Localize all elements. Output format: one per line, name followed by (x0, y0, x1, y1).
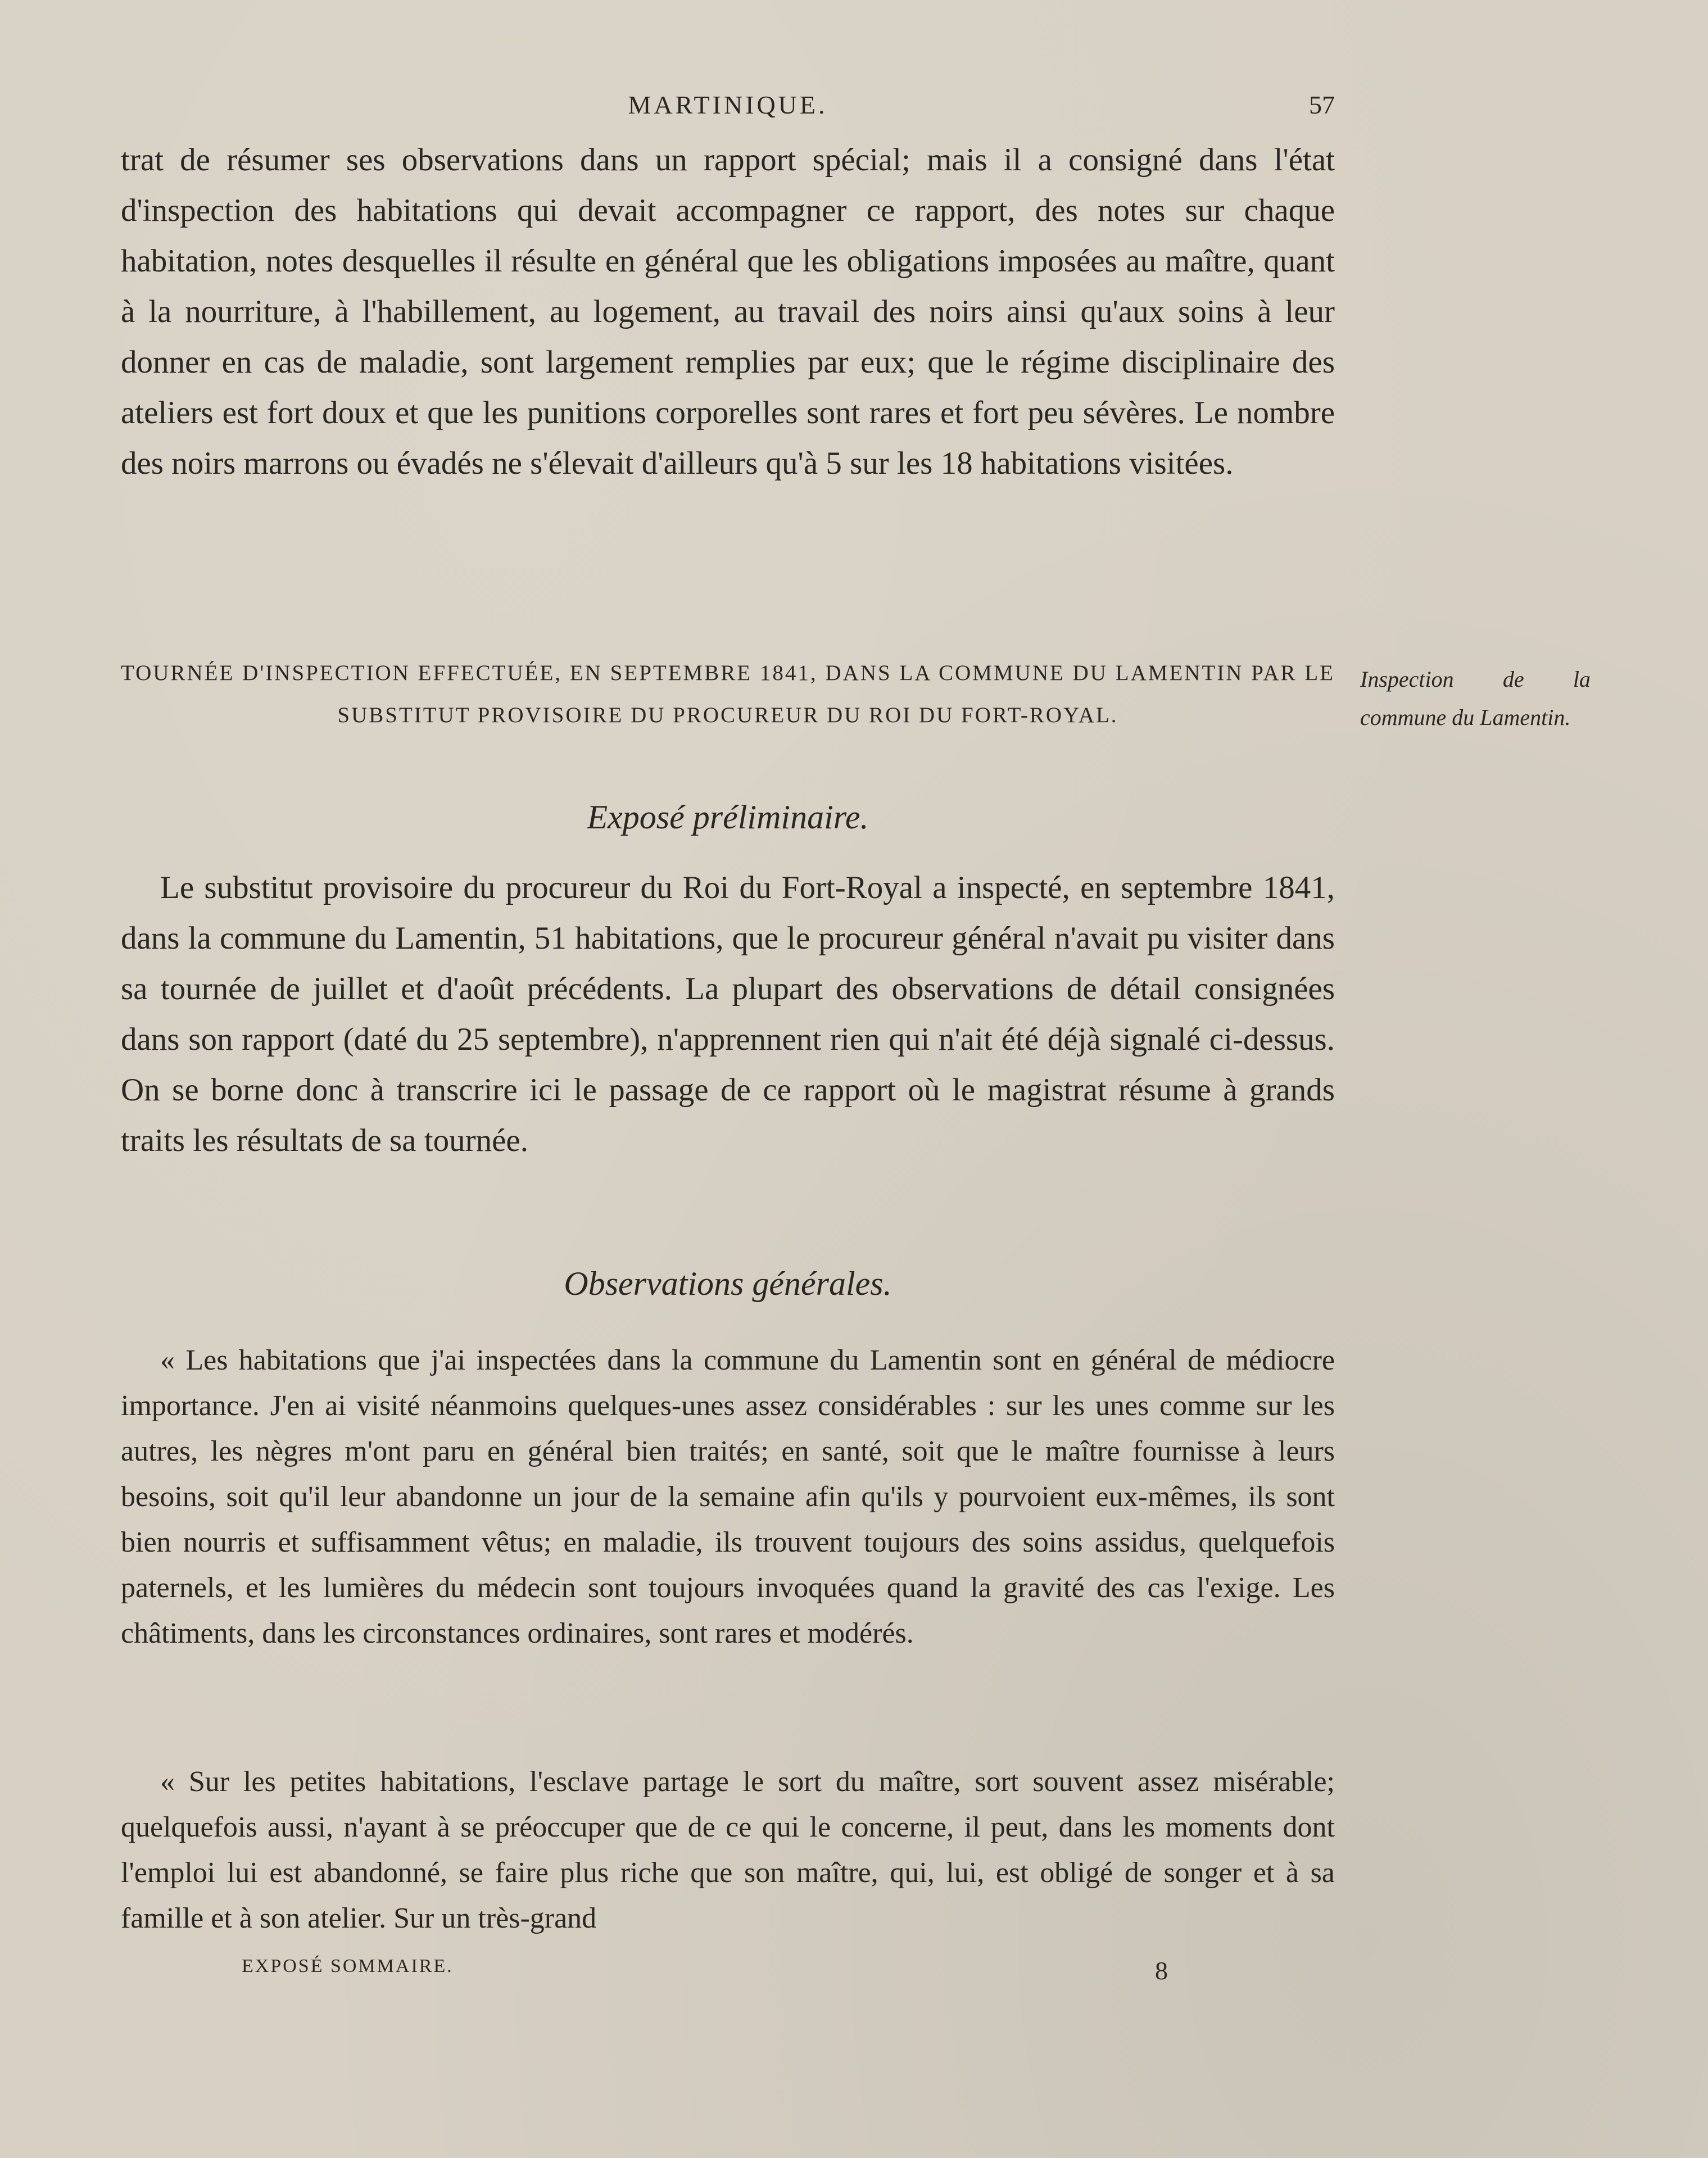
paragraph-preliminary: Le substitut provisoire du procureur du Roi du Fort-Royal a inspecté, en septembre 1841, dans la commune du Lamentin, 51 habitations, que le procureur général n'avait pu visiter dans sa tournée de juillet et d'août précédents. La plupart des observations de détail consignées dans son rapport (daté du 25 septembre), n'apprennent rien qui n'ait été déjà signalé ci-dessus. On se borne donc à transcrire ici le passage de ce rapport où le magistrat résume à grands traits les résultats de sa tournée. (121, 870, 1335, 1158)
running-head (121, 90, 1335, 129)
signature-number: 8 (1155, 1956, 1168, 1985)
subheading-general: Observations générales. (564, 1265, 892, 1302)
running-head-title: MARTINIQUE. (628, 90, 828, 119)
section-heading: TOURNÉE D'INSPECTION EFFECTUÉE, EN SEPTEMBRE 1841, DANS LA COMMUNE DU LAMENTIN PAR LE SUBSTITUT PROVISOIRE DU PROCUREUR DU ROI DU FORT-ROYAL. (121, 661, 1335, 727)
page-number: 57 (1309, 90, 1335, 119)
subheading-preliminary: Exposé préliminaire. (587, 799, 869, 836)
signature-line (121, 1956, 1335, 1989)
quote-paragraph-1: « Les habitations que j'ai inspectées dans la commune du Lamentin sont en général de médiocre importance. J'en ai visité néanmoins quelques-unes assez considérables : sur les unes comme sur les autres, les nègres m'ont paru en général bien traités; en santé, soit que le maître fournisse à leurs besoins, soit qu'il leur abandonne un jour de la semaine afin qu'ils y pourvoient eux-mêmes, ils sont bien nourris et suffisamment vêtus; en maladie, ils trouvent toujours des soins assidus, quelquefois paternels, et les lumières du médecin sont toujours invoquées quand la gravité des cas l'exige. Les châtiments, dans les circonstances ordinaires, sont rares et modérés. (121, 1344, 1335, 1649)
signature-mark: EXPOSÉ SOMMAIRE. (242, 1956, 454, 1976)
paragraph-intro: trat de résumer ses observations dans un rapport spécial; mais il a consigné dans l'état d'inspection des habitations qui devait accompagner ce rapport, des notes sur chaque habitation, notes desquelles il résulte en général que les obligations imposées au maître, quant à la nourriture, à l'habillement, au logement, au travail des noirs ainsi qu'aux soins à leur donner en cas de maladie, sont largement remplies par eux; que le régime disciplinaire des ateliers est fort doux et que les punitions corporelles sont rares et fort peu sévères. Le nombre des noirs marrons ou évadés ne s'élevait d'ailleurs qu'à 5 sur les 18 habitations visitées. (121, 142, 1335, 481)
quote-paragraph-2: « Sur les petites habitations, l'esclave partage le sort du maître, sort souvent assez misérable; quelquefois aussi, n'ayant à se préoccuper que de ce qui le concerne, il peut, dans les moments dont l'emploi lui est abandonné, se faire plus riche que son maître, qui, lui, est obligé de songer et à sa famille et à son atelier. Sur un très-grand (121, 1766, 1335, 1934)
margin-note: Inspection de la commune du Lamentin. (1360, 667, 1591, 730)
